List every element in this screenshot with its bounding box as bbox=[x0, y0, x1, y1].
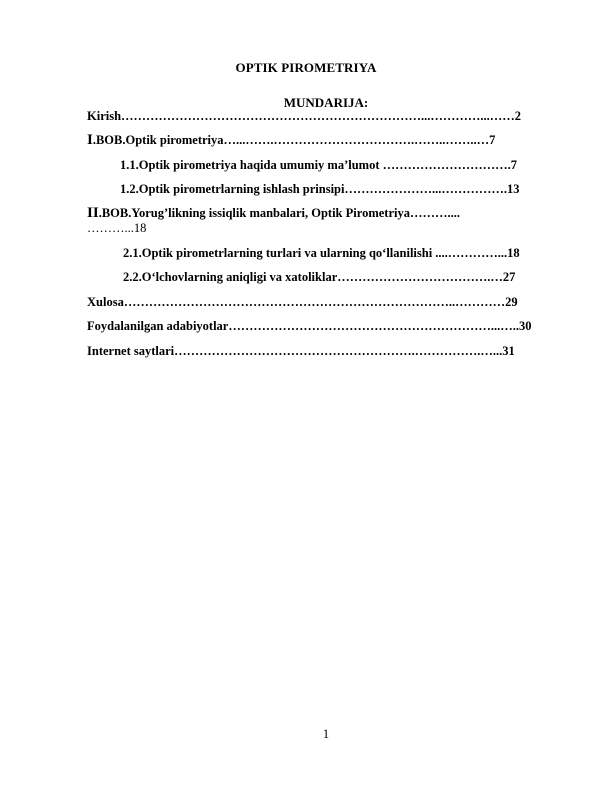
contents-heading: MUNDARIJA: bbox=[283, 95, 369, 110]
toc-entry-section-1-2[interactable] bbox=[120, 181, 519, 197]
toc-entry-references[interactable] bbox=[87, 318, 531, 334]
toc-entry-xulosa[interactable] bbox=[87, 294, 518, 310]
document-title: OPTIK PIROMETRIYA bbox=[235, 60, 377, 75]
chapter-numeral: II bbox=[87, 205, 99, 221]
toc-entry-text: 2.1.Optik pirometrlarning turlari va ularning qo‘llanilishi ....…………...18 bbox=[123, 246, 520, 260]
toc-entry-kirish[interactable] bbox=[87, 108, 521, 124]
toc-entry-section-1-1[interactable] bbox=[120, 157, 517, 173]
toc-entry-text: 1.2.Optik pirometrlarning ishlash prinsipi…………………...…………….13 bbox=[120, 182, 520, 196]
toc-entry-chapter-1[interactable] bbox=[87, 132, 495, 148]
toc-entry-text: Xulosa……………………………………………………………………..…………29 bbox=[87, 295, 518, 309]
toc-entry-text: ………...18 bbox=[87, 221, 147, 235]
toc-entry-chapter-2[interactable] bbox=[87, 205, 460, 221]
toc-entry-chapter-2-continuation[interactable] bbox=[87, 220, 146, 236]
toc-entry-text: .BOB.Optik pirometriya…...…….…………………………….……..……..…7 bbox=[92, 133, 496, 147]
toc-entry-text: Kirish………………………………………………………………...…………...……2 bbox=[87, 109, 522, 123]
toc-entry-text: .BOB.Yorug’likning issiqlik manbalari, Optik Pirometriya……….... bbox=[98, 206, 460, 220]
toc-entry-section-2-2[interactable] bbox=[123, 269, 515, 285]
page-number: 1 bbox=[322, 727, 330, 741]
chapter-numeral: I bbox=[87, 132, 93, 148]
toc-entry-text: Internet saytlari………………………………………………….…………….…...31 bbox=[87, 344, 515, 358]
toc-entry-websites[interactable] bbox=[87, 343, 515, 359]
toc-entry-section-2-1[interactable] bbox=[123, 245, 520, 261]
toc-entry-text: 1.1.Optik pirometriya haqida umumiy ma’lumot ………………………….7 bbox=[120, 158, 518, 172]
toc-entry-text: Foydalanilgan adabiyotlar………………………………………………………...…..30 bbox=[87, 319, 532, 333]
toc-entry-text: 2.2.O‘lchovlarning aniqligi va xatoliklar……………………………….…27 bbox=[123, 270, 516, 284]
